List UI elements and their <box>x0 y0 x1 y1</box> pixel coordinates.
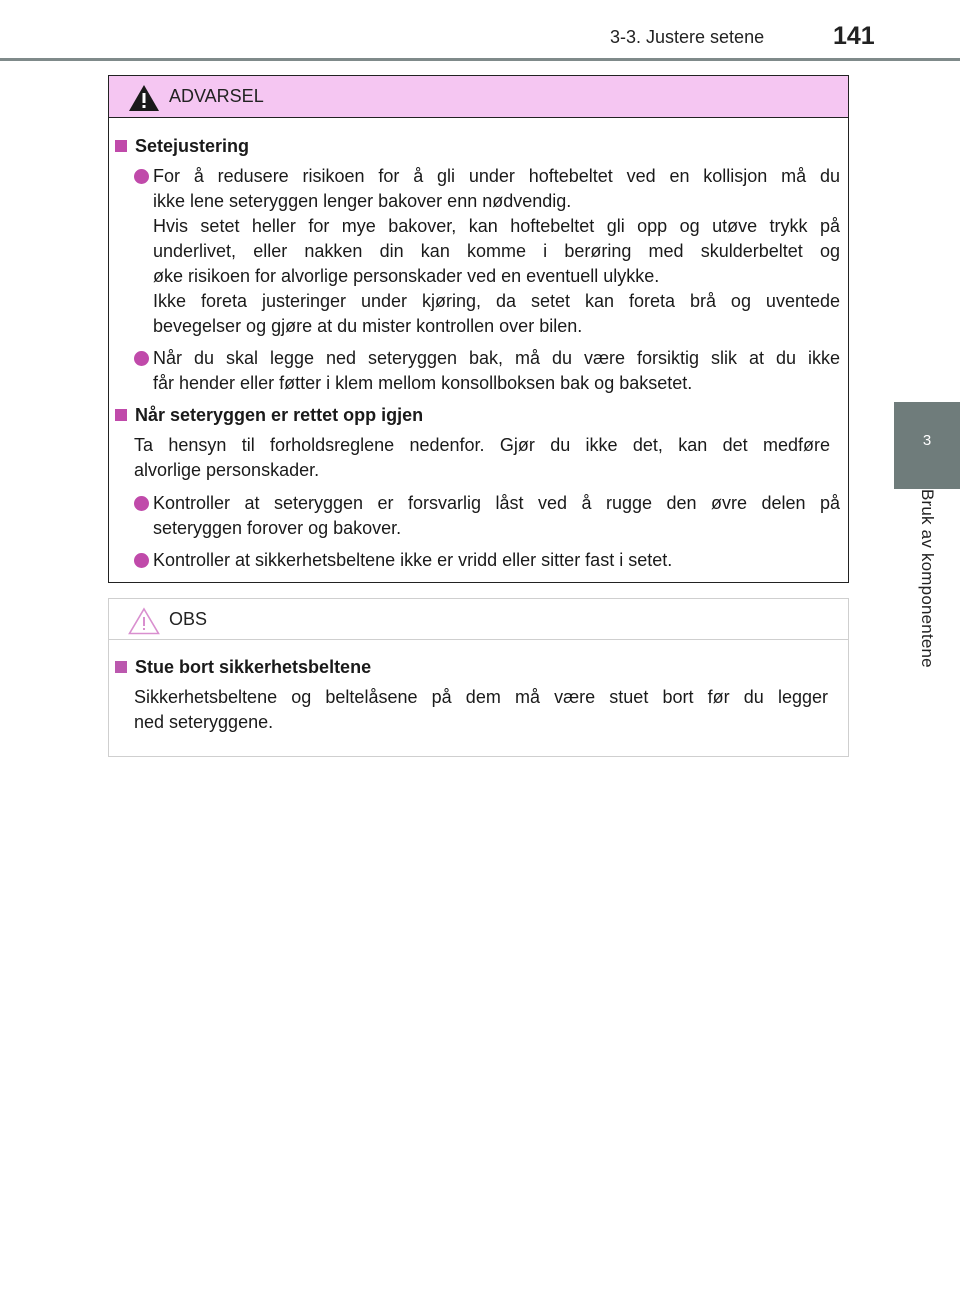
notice-box <box>108 598 849 757</box>
section-title: 3-3. Justere setene <box>610 27 765 47</box>
chapter-title: Bruk av komponentene <box>918 489 937 668</box>
notice-header <box>109 599 848 640</box>
section-heading: Stue bort sikkerhetsbeltene <box>109 655 848 680</box>
notice-content <box>109 655 848 735</box>
square-bullet-icon <box>115 661 127 673</box>
round-bullet-icon <box>134 169 149 184</box>
paragraph: Sikkerhetsbeltene og beltelåsene på dem må være stuet bort før du legger ned seteryggene. <box>134 687 828 732</box>
section-heading: Når seteryggen er rettet opp igjen <box>109 403 848 428</box>
page-number: 141 <box>833 22 875 50</box>
warning-content <box>109 134 848 580</box>
bullet-item: Når du skal legge ned seteryggen bak, må du være forsiktig slik at du ikke får hender eller føtter i klem mellom konsollboksen bak og baksetet. <box>109 346 848 396</box>
round-bullet-icon <box>134 553 149 568</box>
warning-header <box>109 76 848 118</box>
warning-title: ADVARSEL <box>169 86 264 106</box>
square-bullet-icon <box>115 140 127 152</box>
chapter-tab <box>894 402 960 489</box>
chapter-number: 3 <box>922 432 932 449</box>
warning-box <box>108 75 849 583</box>
warning-triangle-icon <box>128 84 160 112</box>
caution-triangle-outline-icon <box>128 607 160 635</box>
round-bullet-icon <box>134 496 149 511</box>
section-heading: Setejustering <box>109 134 848 159</box>
paragraph: Ta hensyn til forholdsreglene nedenfor. Gjør du ikke det, kan det medføre alvorlige personskader. <box>134 435 830 480</box>
round-bullet-icon <box>134 351 149 366</box>
bullet-item: Kontroller at sikkerhetsbeltene ikke er vridd eller sitter fast i setet. <box>109 548 848 573</box>
notice-title: OBS <box>169 609 208 629</box>
bullet-item: Kontroller at seteryggen er forsvarlig låst ved å rugge den øvre delen på seteryggen forover og bakover. <box>109 491 848 541</box>
header-rule <box>0 58 960 61</box>
square-bullet-icon <box>115 409 127 421</box>
bullet-item: For å redusere risikoen for å gli under hoftebeltet ved en kollisjon må du ikke lene seteryggen lenger bakover enn nødvendig. Hvis setet heller for mye bakover, kan hoftebeltet gli opp og utøve trykk på underlivet, eller nakken din kan komme i berøring med skulderbeltet og øke risikoen for alvorlige personskader ved en eventuell ulykke. Ikke foreta justeringer under kjøring, da setet kan foreta brå og uventede bevegelser og gjøre at du mister kontrollen over bilen. <box>109 164 848 339</box>
